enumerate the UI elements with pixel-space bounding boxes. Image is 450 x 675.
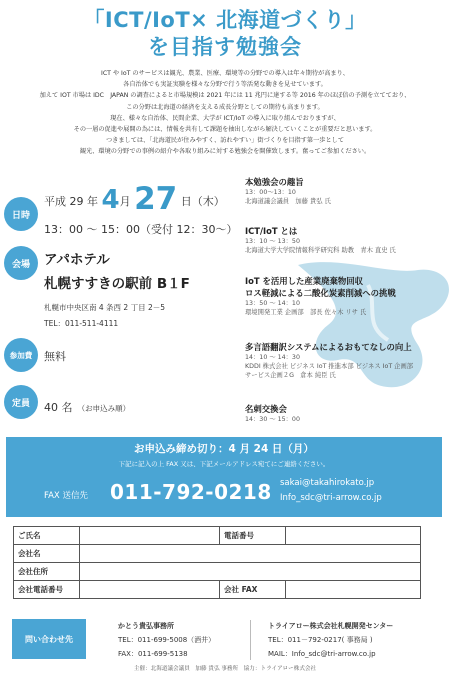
intro-line: この分野は北海道の経済を支える成長分野としての期待も高まります。 [126, 103, 324, 111]
form-label-company: 会社名 [14, 545, 80, 563]
date-day-unit: 日（木） [180, 195, 225, 208]
fax-number: 011-792-0218 [110, 480, 272, 504]
schedule-heading: ICT/IoT とは [245, 226, 298, 236]
schedule-time: 13：10 ～ 13：50 [245, 238, 300, 245]
page-title: 「ICT/IoT× 北海道づくり」 [83, 8, 367, 32]
capacity-value [44, 396, 130, 415]
intro-line: 観光、環境の分野での事例の紹介や各取り組みに対する勉強会を開催致します。奮ってご参加ください。 [79, 148, 371, 156]
intro-line: 各自治体でも実証実験を様々な分野で行う等活発な動きを見せています。 [123, 81, 327, 89]
fee-value: 無料 [44, 350, 66, 363]
contact-office-1 [118, 619, 215, 661]
schedule-time: 14：30 ～ 15：00 [245, 416, 300, 423]
schedule-speaker-2: サービス企画２G 倉本 純臣 氏 [245, 372, 336, 379]
venue-address: 札幌市中央区南 4 条西 2 丁目 2－5 [44, 303, 166, 312]
schedule-item [245, 341, 450, 380]
contact-button: 問い合わせ先 [12, 619, 86, 659]
capacity-note: （お申込み順） [77, 404, 131, 413]
phone-field[interactable] [286, 527, 421, 545]
venue-name-2: 札幌すすきの駅前 B１F [44, 276, 190, 292]
footer-organizers: 主催：北海道議会議員 加藤 貴弘 事務所 協力：トライアロー株式会社 [133, 666, 317, 672]
date-label: 日時 [4, 197, 38, 231]
fax-label: FAX 送信先 [44, 491, 88, 501]
intro-text [20, 68, 430, 158]
date-month: 4 [101, 185, 120, 215]
venue-name: アパホテル [44, 252, 110, 268]
deadline-instructions: 下記に記入の上 FAX 又は、下記メールアドレス宛てにご連絡ください。 [118, 460, 330, 468]
contact-tel-2: TEL：011－792-0217( 事務局 ) [268, 636, 373, 644]
event-date [44, 181, 225, 217]
date-era: 平成 29 年 [44, 195, 98, 208]
page-subtitle: を目指す勉強会 [148, 35, 302, 59]
venue-label: 会場 [4, 246, 38, 280]
intro-line: つきましては、「北海道民が住みやすく、訪れやすい」街づくりを目指す第一歩として [105, 137, 345, 145]
capacity-number: 40 名 [44, 401, 73, 414]
schedule-item [245, 225, 450, 255]
application-form [13, 526, 421, 599]
company-field[interactable] [80, 545, 421, 563]
email-link-2[interactable]: Info_sdc@tri-arrow.co.jp [280, 493, 382, 503]
date-month-unit: 月 [119, 195, 131, 208]
intro-line: 加えて IOT 市場は IDC JAPAN の調査によると市場規模は 2021 年には 11 兆円に達する等 2016 年のほぼ倍の予測を立てており、 [39, 92, 411, 100]
intro-line: 現在、様々な自治体、民間企業、大学が ICT/IoT の導入に取り組んでおりますが、 [110, 114, 340, 122]
schedule-time: 14：10 ～ 14：30 [245, 354, 300, 361]
form-label-address: 会社住所 [14, 563, 80, 581]
schedule-heading: 名刺交換会 [245, 404, 287, 414]
email-link-1[interactable]: sakai@takahirokato.jp [280, 478, 375, 488]
schedule-item [245, 176, 450, 206]
form-label-name: ご氏名 [14, 527, 80, 545]
schedule-heading: 多言語翻訳システムによるおもてなしの向上 [245, 342, 412, 352]
schedule-heading-2: ロス軽減による二酸化炭素削減への挑戦 [245, 288, 396, 298]
form-label-company-fax: 会社 FAX [220, 581, 286, 599]
schedule-speaker: 環境開発工業 企画部 部長 佐々木 リサ 氏 [245, 309, 367, 316]
schedule-time: 13：00～13：10 [245, 189, 296, 196]
contact-org-1: かとう貴弘事務所 [118, 622, 174, 630]
schedule-item [245, 275, 450, 317]
fee-label: 参加費 [4, 338, 38, 372]
contact-divider [250, 620, 251, 660]
schedule-time: 13：50 ～ 14：10 [245, 300, 300, 307]
form-label-phone: 電話番号 [220, 527, 286, 545]
contact-office-2 [268, 619, 393, 661]
deadline-title: お申込み締め切り：4 月 24 日（月） [134, 443, 314, 455]
schedule-speaker: 北海道大学大学院情報科学研究科 助教 青木 直史 氏 [245, 247, 396, 254]
brush-decoration [268, 245, 450, 415]
capacity-label: 定員 [4, 385, 38, 419]
form-label-company-phone: 会社電話番号 [14, 581, 80, 599]
schedule-heading: IoT を活用した産業廃棄物回収 [245, 276, 363, 286]
schedule-heading: 本勉強会の趣旨 [245, 177, 304, 187]
schedule-item [245, 403, 450, 424]
contact-org-2: トライアロー株式会社札幌開発センター [268, 622, 394, 630]
venue-tel: TEL：011-511-4111 [44, 319, 119, 328]
date-day: 27 [134, 181, 178, 217]
contact-mail-2: MAIL：Info_sdc@tri-arrow.co.jp [268, 650, 376, 658]
address-field[interactable] [80, 563, 421, 581]
contact-fax-1: FAX：011-699-5138 [118, 650, 188, 658]
company-fax-field[interactable] [286, 581, 421, 599]
schedule-speaker: KDDI 株式会社 ビジネス IoT 推進本部 ビジネス IoT 企画部 [245, 363, 414, 370]
company-phone-field[interactable] [80, 581, 220, 599]
contact-tel-1: TEL：011-699-5008（酒井） [118, 636, 216, 644]
schedule-speaker: 北海道議会議員 加藤 貴弘 氏 [245, 198, 331, 205]
intro-line: その一層の促進や展開の為には、情報を共有して課題を抽出しながら解決していくことが重要だと思います。 [73, 126, 377, 134]
event-time: 13：00 ～ 15：00（受付 12：30～） [44, 223, 238, 236]
intro-line: ICT や IoT のサービスは観光、農業、医療、環境等の分野での導入は年々期待が高まり、 [101, 70, 349, 77]
name-field[interactable] [80, 527, 220, 545]
